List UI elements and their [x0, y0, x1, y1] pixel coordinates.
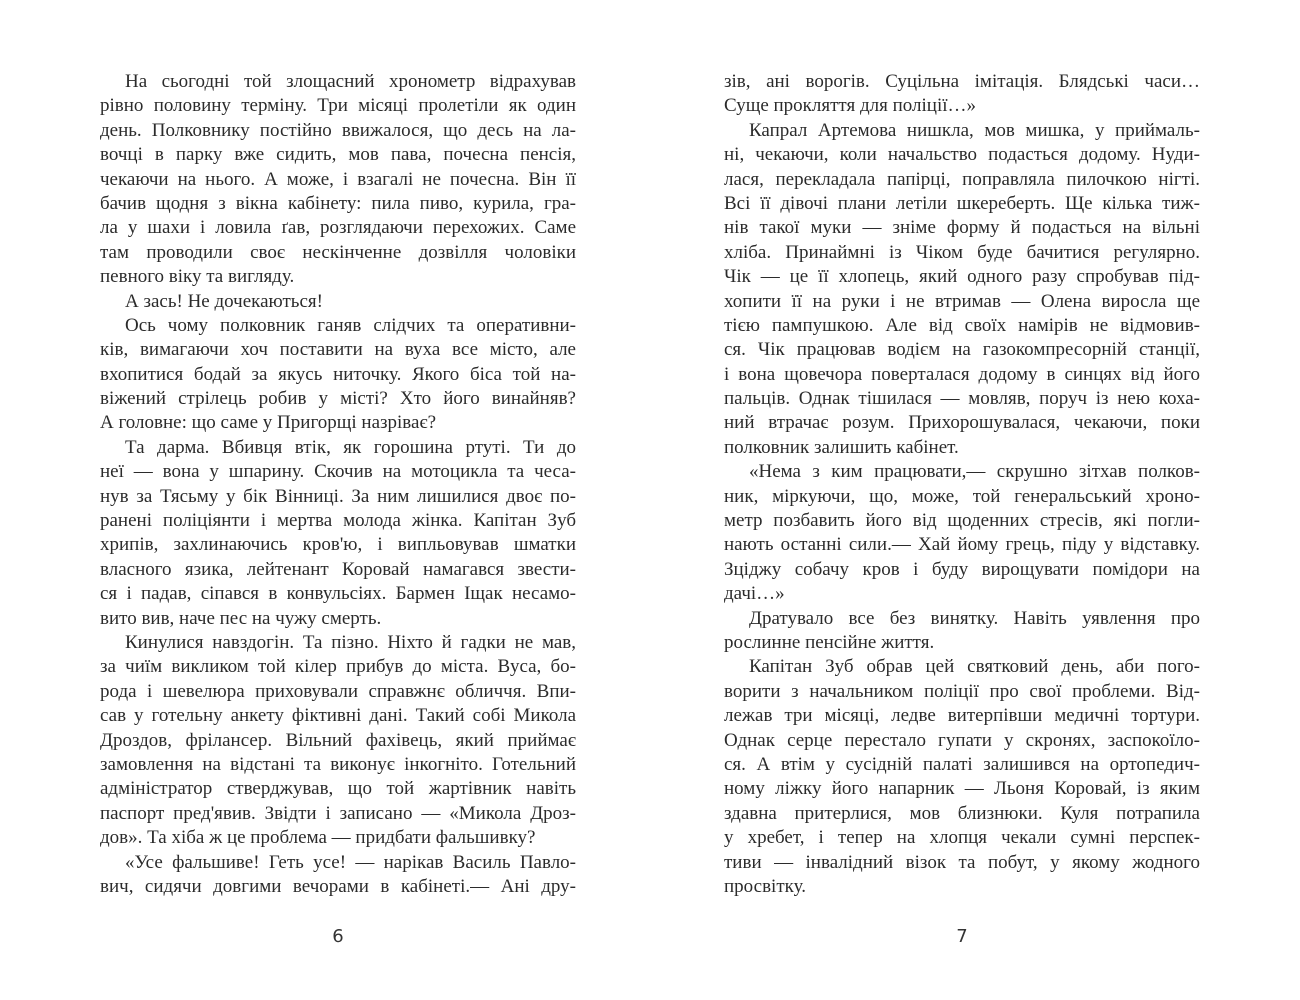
paragraph — [724, 70, 1200, 119]
paragraph — [100, 290, 576, 314]
text-line: Зціджу собачу кров і буду вирощувати помідори на — [724, 558, 1200, 580]
text-line: ворити з начальником поліції про свої проблеми. Від- — [724, 680, 1200, 702]
text-line: полковник залишить кабінет. — [724, 436, 959, 458]
text-line: ні, чекаючи, коли начальство подасться додому. Нуди- — [724, 144, 1200, 166]
text-line: Кинулися навздогін. Та пізно. Ніхто й гадки не мав, — [125, 631, 576, 653]
text-line: ків, вимагаючи хоч поставити на вуха все місто, але — [100, 339, 576, 361]
paragraph — [724, 460, 1200, 606]
paragraph — [724, 607, 1200, 656]
text-line: ся і падав, сіпався в конвульсіях. Бармен Іщак несамо- — [100, 583, 576, 605]
text-line: сав у готельну анкету фіктивні дані. Такий собі Микола — [100, 705, 576, 727]
text-line: нають останні сили.— Хай йому грець, піду у відставку. — [724, 534, 1200, 556]
paragraph — [724, 655, 1200, 899]
text-line: вито вив, наче пес на чужу смерть. — [100, 607, 382, 629]
text-line: ла у шахи і ловила ґав, розглядаючи перехожих. Саме — [100, 217, 576, 239]
text-line: бачив щодня з вікна кабінету: пила пиво, курила, гра- — [100, 192, 576, 214]
page-number-left: 6 — [332, 926, 344, 947]
paragraph — [100, 436, 576, 631]
right-page-text — [724, 70, 1200, 899]
paragraph — [100, 314, 576, 436]
paragraph — [724, 119, 1200, 460]
text-line: Дроздов, фрілансер. Вільний фахівець, який приймає — [100, 729, 576, 751]
paragraph — [100, 851, 576, 900]
text-line: замовлення на відстані та виконує інкогніто. Готельний — [100, 753, 576, 775]
text-line: і вона щовечора поверталася додому в синцях від його — [724, 363, 1200, 385]
text-line: просвітку. — [724, 875, 806, 897]
text-line: метр позбавить його від щоденних стресів, які погли- — [724, 510, 1200, 532]
text-line: вочці в парку вже сидить, мов пава, почесна пенсія, — [100, 144, 576, 166]
text-line: А зась! Не дочекаються! — [125, 290, 323, 312]
text-line: хліба. Принаймні із Чіком буде бачитися регулярно. — [724, 241, 1200, 263]
text-line: ному ліжку його напарник — Льоня Коровай, із яким — [724, 778, 1200, 800]
text-line: Капітан Зуб обрав цей святковий день, аби пого- — [749, 656, 1200, 678]
text-line: день. Полковнику постійно ввижалося, що десь на ла- — [100, 119, 576, 141]
text-line: На сьогодні той злощасний хронометр відрахував — [125, 71, 576, 92]
text-line: Дратувало все без винятку. Навіть уявлення про — [749, 607, 1200, 629]
text-line: за чиїм викликом той кілер прибув до міста. Вуса, бо- — [100, 656, 576, 678]
text-line: пальців. Однак тішилася — мовляв, поруч із нею коха- — [724, 388, 1200, 410]
text-line: ник, міркуючи, що, може, той генеральський хроно- — [724, 485, 1200, 507]
text-line: Та дарма. Вбивця втік, як горошина ртуті. Ти до — [125, 436, 576, 458]
text-line: неї — вона у шпарину. Скочив на мотоцикла та чеса- — [100, 461, 576, 483]
text-line: тиви — інвалідний візок та побут, у якому жодного — [724, 851, 1200, 873]
text-line: вхопитися бодай за якусь ниточку. Якого біса той на- — [100, 363, 576, 385]
text-line: хопити її на руки і не втримав — Олена виросла ще — [724, 290, 1200, 312]
text-line: ранені поліціянти і мертва молода жінка. Капітан Зуб — [100, 510, 576, 532]
text-line: Однак серце перестало гупати у скронях, заспокоїло- — [724, 729, 1200, 751]
text-line: А головне: що саме у Пригорщі назріває? — [100, 412, 437, 434]
text-line: ся. А втім у сусідній палаті залишився на ортопедич- — [724, 753, 1200, 775]
text-line: Капрал Артемова нишкла, мов мишка, у приймаль- — [749, 119, 1200, 141]
text-line: Суще прокляття для поліції…» — [724, 95, 977, 117]
text-line: вич, сидячи довгими вечорами в кабінеті.— Ані дру- — [100, 875, 576, 897]
text-line: лася, перекладала папірці, поправляла пилочкою нігті. — [724, 168, 1200, 190]
text-line: віжений стрілець робив у місті? Хто його винайняв? — [100, 388, 576, 410]
text-line: певного віку та вигляду. — [100, 266, 295, 288]
text-line: паспорт пред'явив. Звідти і записано — «Микола Дроз- — [100, 802, 576, 824]
text-line: чекаючи на нього. А може, і взагалі не почесна. Він її — [100, 168, 576, 190]
text-line: зів, ані ворогів. Суцільна імітація. Блядські часи… — [724, 71, 1200, 92]
page-number-right: 7 — [956, 926, 968, 947]
text-line: Чік — це її хлопець, який одного разу спробував під- — [724, 266, 1200, 288]
paragraph — [100, 70, 576, 290]
text-line: дов». Та хіба ж це проблема — придбати фальшивку? — [100, 827, 536, 849]
paragraph — [100, 631, 576, 851]
text-line: рода і шевелюра приховували справжнє обличчя. Впи- — [100, 680, 576, 702]
text-line: Ось чому полковник ганяв слідчих та оперативни- — [125, 314, 576, 336]
text-line: Всі її дівочі плани летіли шкереберть. Ще кілька тиж- — [724, 192, 1200, 214]
text-line: «Нема з ким працювати,— скрушно зітхав полков- — [749, 461, 1200, 483]
text-line: у хребет, і тепер на хлопця чекали сумні перспек- — [724, 827, 1200, 849]
text-line: здавна притерлися, мов близнюки. Куля потрапила — [724, 802, 1200, 824]
text-line: лежав три місяці, ледве витерпівши медичні тортури. — [724, 705, 1200, 727]
left-page-text — [100, 70, 576, 899]
text-line: ся. Чік працював водієм на газокомпресорній станції, — [724, 339, 1200, 361]
text-line: ний втрачає розум. Прихорошувалася, чекаючи, поки — [724, 412, 1200, 434]
text-line: нув за Тясьму у бік Вінниці. За ним лишилися двоє по- — [100, 485, 576, 507]
text-line: адміністратор стверджував, що той жартівник навіть — [100, 778, 576, 800]
text-line: рівно половину терміну. Три місяці пролетіли як один — [100, 95, 576, 117]
text-line: дачі…» — [724, 583, 785, 605]
text-line: «Усе фальшиве! Геть усе! — нарікав Василь Павло- — [125, 851, 576, 873]
text-line: там проводили своє нескінченне дозвілля чоловіки — [100, 241, 576, 263]
text-line: хрипів, захлинаючись кров'ю, і випльовував шматки — [100, 534, 576, 556]
text-line: тією пампушкою. Але від своїх намірів не відмовив- — [724, 314, 1200, 336]
text-line: рослинне пенсійне життя. — [724, 631, 935, 653]
text-line: власного язика, лейтенант Коровай намагався звести- — [100, 558, 576, 580]
text-line: нів такої муки — зніме форму й подасться на вільні — [724, 217, 1200, 239]
